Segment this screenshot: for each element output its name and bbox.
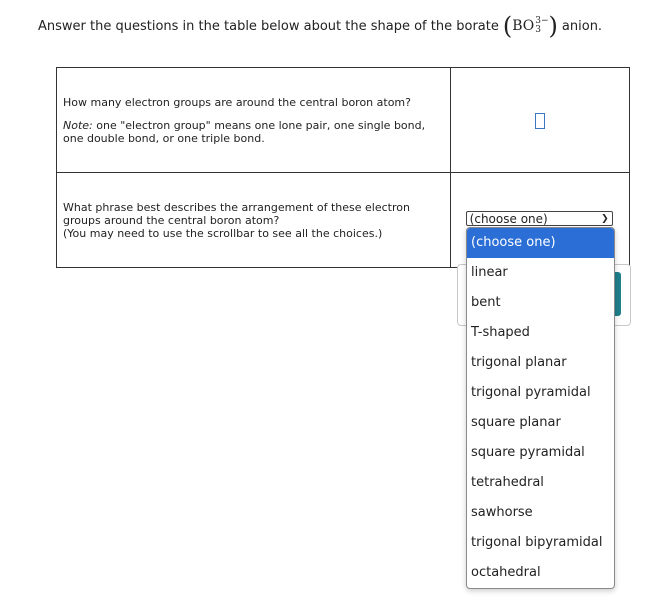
option-choose-one[interactable]: (choose one): [467, 228, 614, 258]
question-2-text: What phrase best describes the arrangement of these electron groups around the central boron atom?: [63, 200, 410, 227]
close-paren: ): [548, 12, 558, 40]
borate-formula: [503, 14, 558, 38]
header-suffix: anion.: [561, 18, 603, 34]
instruction-header: [38, 14, 602, 38]
formula-element: BO: [512, 18, 535, 34]
option-square-pyramidal[interactable]: square pyramidal: [471, 445, 585, 460]
option-sawhorse[interactable]: sawhorse: [471, 505, 533, 520]
answer-1-cell: [450, 68, 629, 173]
note-text: one "electron group" means one lone pair, one single bond, one double bond, or one triple bond.: [63, 118, 426, 145]
header-prefix: Answer the questions in the table below about the shape of the borate: [38, 18, 499, 34]
option-t-shaped[interactable]: T-shaped: [471, 325, 530, 340]
option-linear[interactable]: linear: [471, 265, 508, 280]
option-trigonal-planar[interactable]: trigonal planar: [471, 355, 567, 370]
question-1-note: [63, 119, 444, 145]
option-trigonal-pyramidal[interactable]: trigonal pyramidal: [471, 385, 591, 400]
arrangement-dropdown-list[interactable]: [466, 227, 615, 589]
option-trigonal-bipyramidal[interactable]: trigonal bipyramidal: [471, 535, 603, 550]
chevron-down-icon: ❯: [601, 214, 609, 224]
question-2-cell: [57, 173, 451, 268]
option-tetrahedral[interactable]: tetrahedral: [471, 475, 544, 490]
option-octahedral[interactable]: octahedral: [471, 565, 541, 580]
arrangement-select[interactable]: [466, 211, 613, 226]
open-paren: (: [502, 12, 513, 40]
option-square-planar[interactable]: square planar: [471, 415, 561, 430]
question-2-hint: (You may need to use the scrollbar to see all the choices.): [63, 226, 383, 240]
formula-subscript: 3: [535, 25, 541, 35]
option-bent[interactable]: bent: [471, 295, 501, 310]
formula-charge: 3−: [535, 16, 549, 26]
question-1-text: How many electron groups are around the central boron atom?: [63, 95, 411, 109]
table-row: [57, 68, 630, 173]
electron-group-count-input[interactable]: [535, 113, 545, 129]
question-1-cell: [57, 68, 451, 173]
select-value: (choose one): [469, 212, 548, 226]
note-label: Note:: [63, 118, 93, 132]
